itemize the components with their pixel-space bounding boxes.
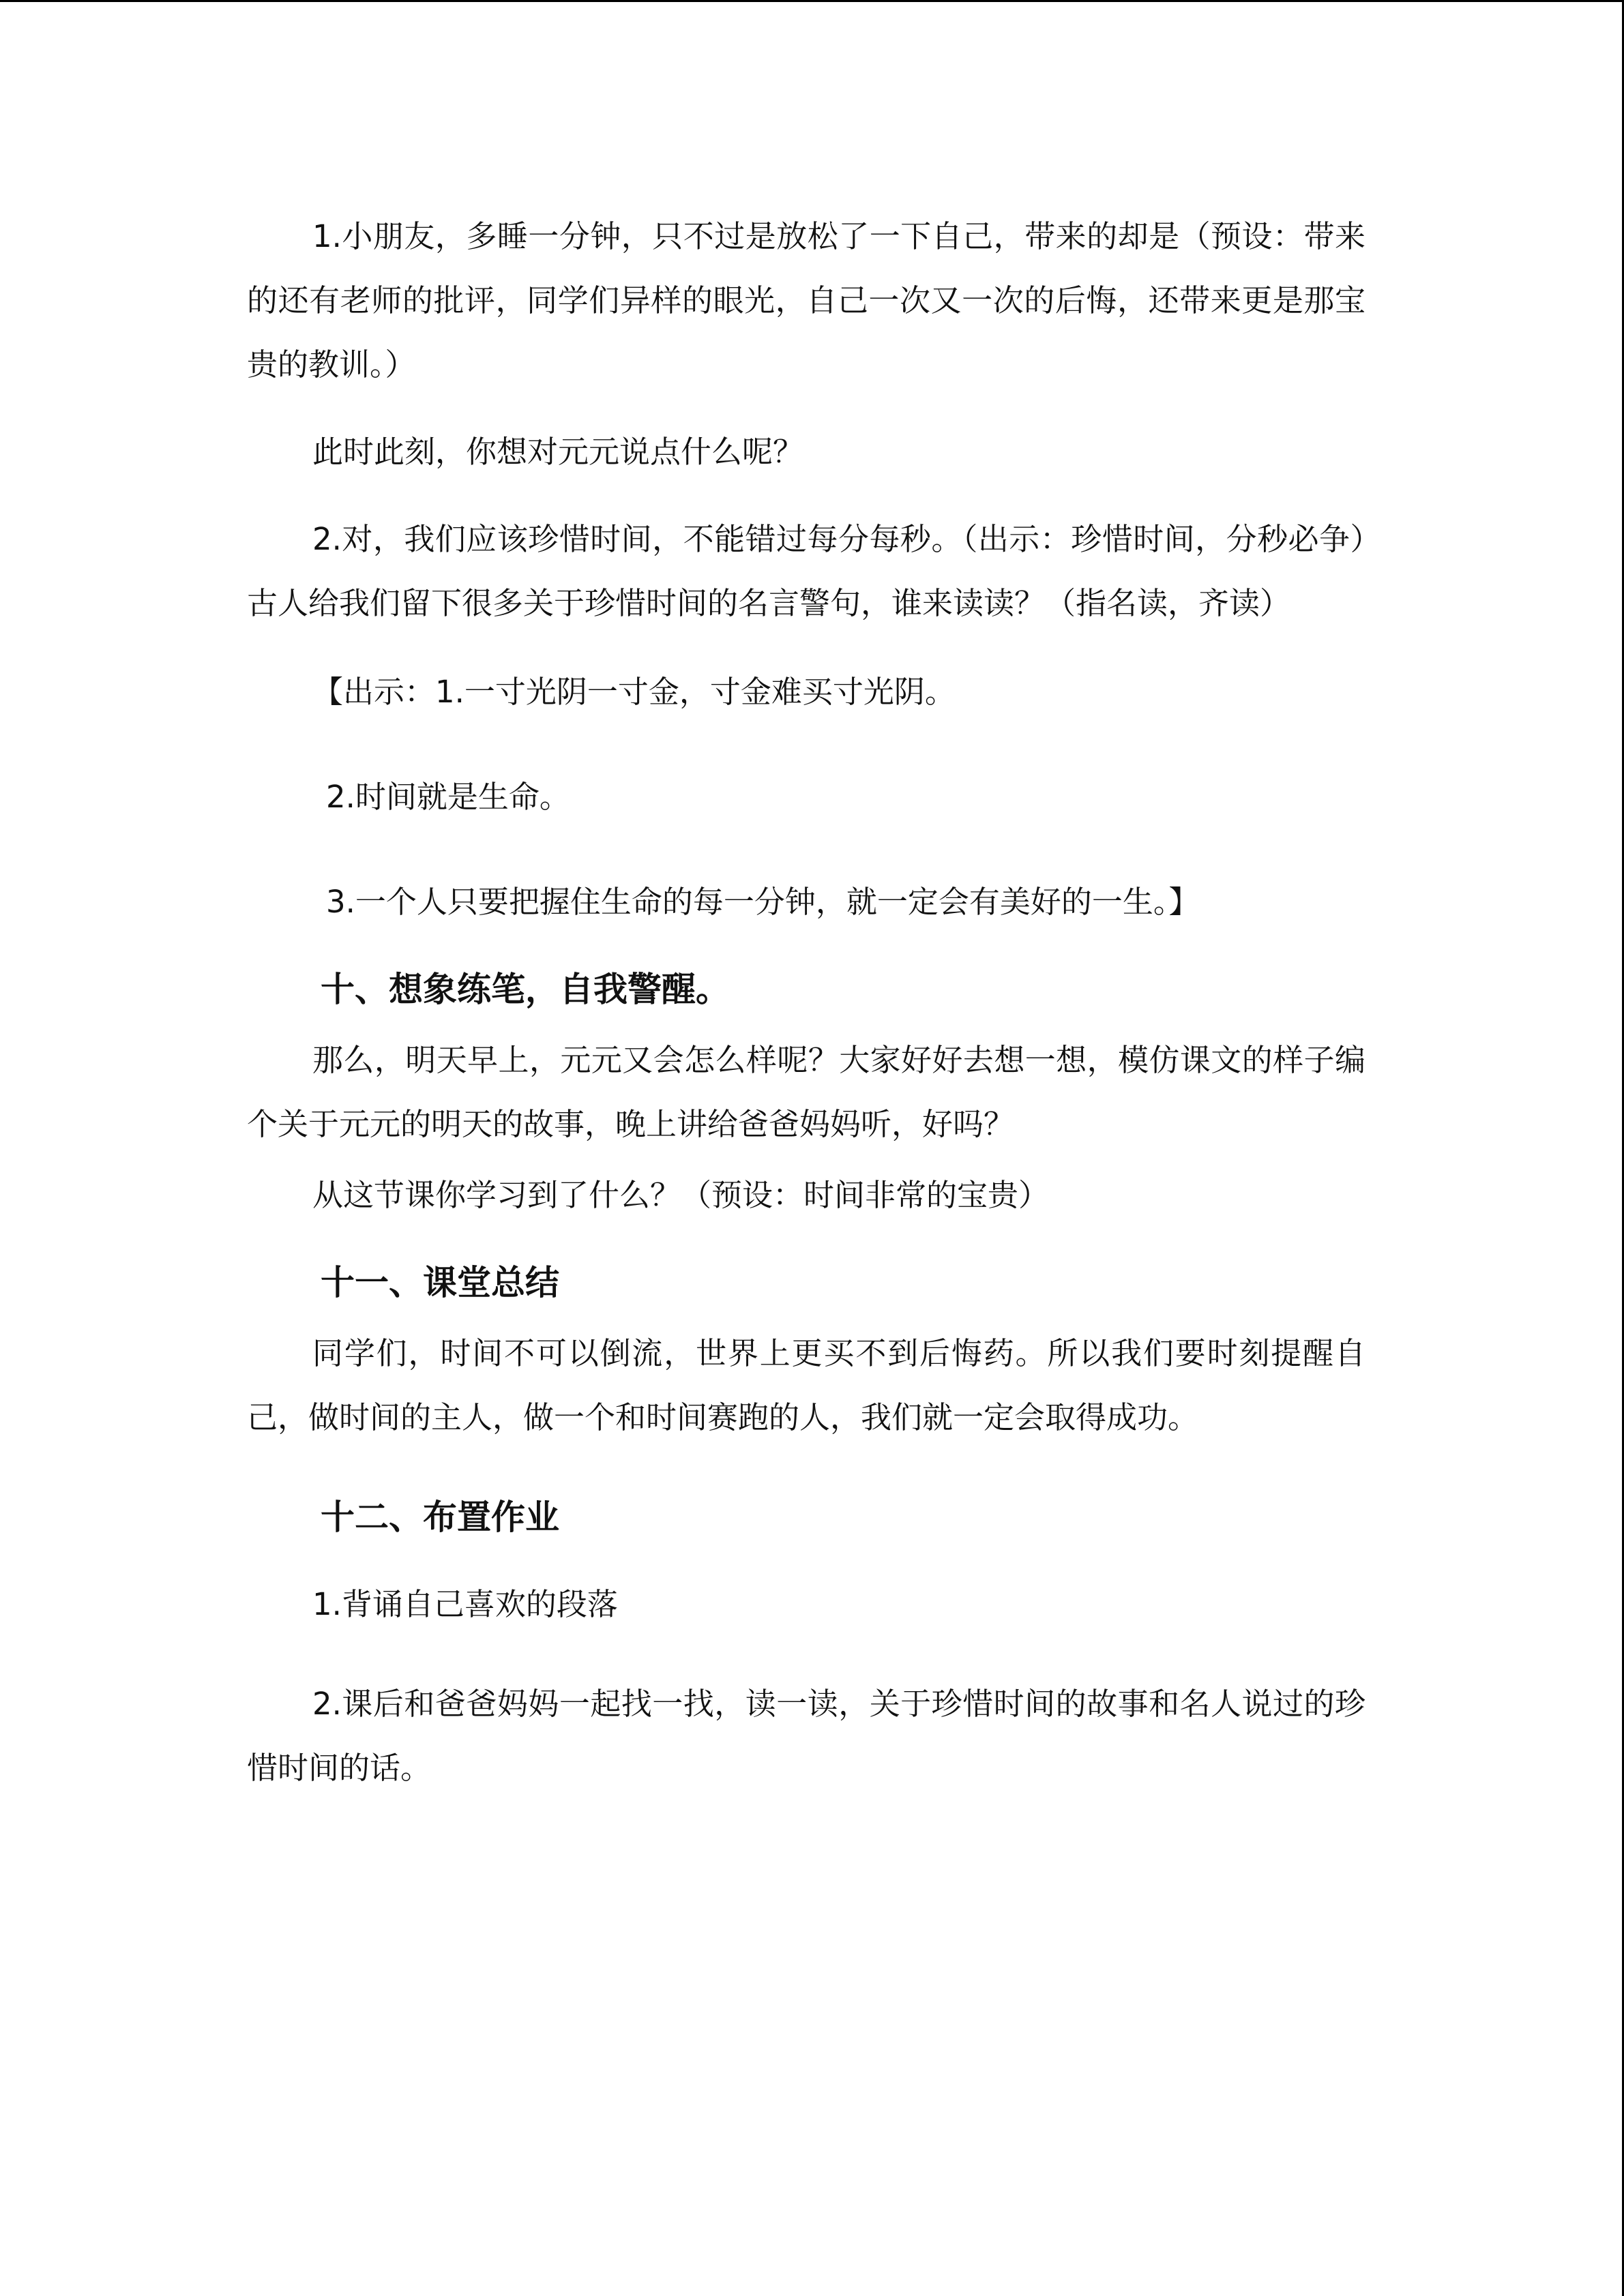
section-heading-11: 十一、课堂总结 — [321, 1263, 559, 1302]
section-heading-10: 十、想象练笔，自我警醒。 — [321, 970, 730, 1009]
section-heading-12: 十二、布置作业 — [321, 1497, 559, 1537]
quote-line-1: 【出示：1.一寸光阴一寸金，寸金难买寸光阴。 — [312, 674, 956, 710]
homework-item-1: 1.背诵自己喜欢的段落 — [312, 1586, 618, 1622]
paragraph-summary: 同学们，时间不可以倒流，世界上更买不到后悔药。所以我们要时刻提醒自己，做时间的主人，做一个和时间赛跑的人，我们就一定会取得成功。 — [247, 1335, 1365, 1435]
paragraph-preset-lesson: 1.小朋友，多睡一分钟，只不过是放松了一下自己，带来的却是（预设：带来的还有老师的批评，同学们异样的眼光，自己一次又一次的后悔，还带来更是那宝贵的教训。） — [247, 218, 1365, 383]
quote-line-2: 2.时间就是生命。 — [326, 779, 570, 815]
quote-line-3: 3.一个人只要把握住生命的每一分钟，就一定会有美好的一生。】 — [326, 884, 1200, 920]
paragraph-imagine: 那么，明天早上，元元又会怎么样呢？大家好好去想一想，模仿课文的样子编个关于元元的明天的故事，晚上讲给爸爸妈妈听，好吗？ — [247, 1042, 1365, 1142]
paragraph-question: 此时此刻，你想对元元说点什么呢？ — [312, 434, 804, 470]
homework-item-2: 2.课后和爸爸妈妈一起找一找，读一读，关于珍惜时间的故事和名人说过的珍惜时间的话。 — [247, 1686, 1365, 1786]
paragraph-cherish-time: 2.对，我们应该珍惜时间，不能错过每分每秒。（出示：珍惜时间，分秒必争）古人给我们留下很多关于珍惜时间的名言警句，谁来读读？（指名读，齐读） — [247, 521, 1365, 621]
document-body — [247, 205, 1365, 1800]
page-border-top — [0, 0, 1624, 2]
paragraph-learned: 从这节课你学习到了什么？（预设：时间非常的宝贵） — [312, 1177, 1050, 1213]
